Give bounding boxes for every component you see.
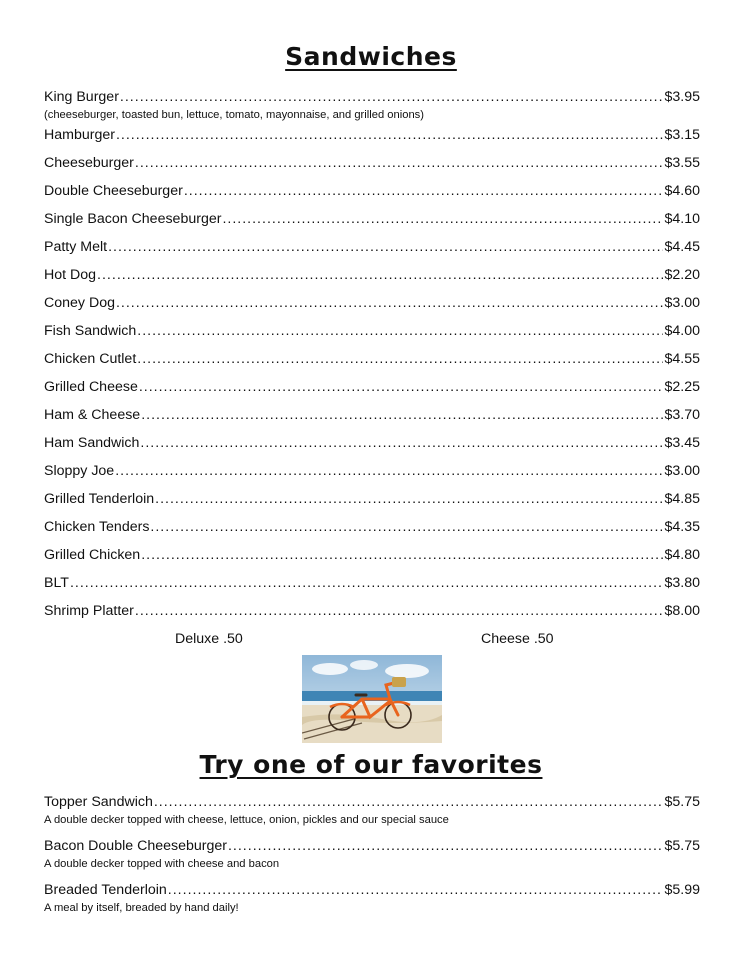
item-name: Chicken Tenders	[44, 519, 150, 535]
item-name: Hamburger	[44, 127, 115, 143]
leader-dots	[116, 126, 664, 144]
item-price: $3.95	[664, 89, 700, 105]
item-name: Chicken Cutlet	[44, 351, 137, 367]
menu-item-fish-sandwich	[44, 322, 700, 340]
menu-item-blt	[44, 574, 700, 592]
item-price: $4.35	[664, 519, 700, 535]
item-price: $4.45	[664, 239, 700, 255]
item-name: King Burger	[44, 89, 119, 105]
item-name: Grilled Tenderloin	[44, 491, 155, 507]
favorites-heading: Try one of our favorites	[199, 750, 543, 779]
item-name: Cheeseburger	[44, 155, 134, 171]
item-name: Ham Sandwich	[44, 435, 140, 451]
item-name: Coney Dog	[44, 295, 115, 311]
menu-item-king-burger	[44, 88, 700, 106]
leader-dots	[155, 490, 663, 508]
item-price: $5.75	[664, 838, 700, 854]
leader-dots	[70, 574, 664, 592]
menu-item-ham-cheese	[44, 406, 700, 424]
leader-dots	[154, 793, 664, 811]
menu-item-cheeseburger	[44, 154, 700, 172]
item-name: Shrimp Platter	[44, 603, 134, 619]
menu-item-grilled-tenderloin	[44, 490, 700, 508]
item-name: Single Bacon Cheeseburger	[44, 211, 222, 227]
menu-item-chicken-tenders	[44, 518, 700, 536]
leader-dots	[120, 88, 664, 106]
leader-dots	[228, 837, 664, 855]
item-name: Sloppy Joe	[44, 463, 115, 479]
menu-item-grilled-chicken	[44, 546, 700, 564]
menu-item-sloppy-joe	[44, 462, 700, 480]
leader-dots	[137, 350, 663, 368]
menu-item-topper-sandwich	[44, 793, 700, 811]
item-price: $3.00	[664, 295, 700, 311]
item-price: $3.15	[664, 127, 700, 143]
leader-dots	[168, 881, 664, 899]
menu-item-chicken-cutlet	[44, 350, 700, 368]
item-price: $5.75	[664, 794, 700, 810]
sandwiches-heading: Sandwiches	[285, 42, 457, 71]
item-name: Bacon Double Cheeseburger	[44, 838, 227, 854]
beach-bicycle-illustration	[302, 655, 442, 743]
menu-item-hot-dog	[44, 266, 700, 284]
leader-dots	[115, 462, 663, 480]
item-price: $2.25	[664, 379, 700, 395]
menu-item-hamburger	[44, 126, 700, 144]
item-price: $4.10	[664, 211, 700, 227]
leader-dots	[108, 238, 663, 256]
leader-dots	[135, 154, 664, 172]
item-price: $3.70	[664, 407, 700, 423]
menu-item-breaded-tenderloin	[44, 881, 700, 899]
item-name: Fish Sandwich	[44, 323, 137, 339]
item-price: $2.20	[664, 267, 700, 283]
leader-dots	[137, 322, 663, 340]
item-price: $3.45	[664, 435, 700, 451]
leader-dots	[141, 546, 663, 564]
leader-dots	[184, 182, 664, 200]
item-price: $4.60	[664, 183, 700, 199]
menu-item-description: (cheeseburger, toasted bun, lettuce, tomato, mayonnaise, and grilled onions)	[44, 109, 424, 121]
menu-item-coney-dog	[44, 294, 700, 312]
item-name: Ham & Cheese	[44, 407, 141, 423]
menu-item-grilled-cheese	[44, 378, 700, 396]
item-name: Topper Sandwich	[44, 794, 153, 810]
item-name: Double Cheeseburger	[44, 183, 183, 199]
item-name: Breaded Tenderloin	[44, 882, 167, 898]
item-name: Grilled Cheese	[44, 379, 138, 395]
menu-item-description: A double decker topped with cheese and bacon	[44, 858, 280, 870]
leader-dots	[139, 378, 664, 396]
item-name: BLT	[44, 575, 69, 591]
item-name: Patty Melt	[44, 239, 108, 255]
item-price: $4.00	[664, 323, 700, 339]
menu-item-shrimp-platter	[44, 602, 700, 620]
item-price: $3.00	[664, 463, 700, 479]
deluxe-upcharge: Deluxe .50	[175, 631, 243, 647]
cheese-upcharge: Cheese .50	[481, 631, 554, 647]
menu-item-description: A double decker topped with cheese, lettuce, onion, pickles and our special sauce	[44, 814, 449, 826]
leader-dots	[135, 602, 664, 620]
menu-item-ham-sandwich	[44, 434, 700, 452]
item-name: Hot Dog	[44, 267, 97, 283]
menu-item-description: A meal by itself, breaded by hand daily!	[44, 902, 239, 914]
item-price: $4.55	[664, 351, 700, 367]
menu-item-bacon-double-cheeseburger	[44, 837, 700, 855]
item-price: $8.00	[664, 603, 700, 619]
item-price: $4.80	[664, 547, 700, 563]
leader-dots	[150, 518, 663, 536]
leader-dots	[140, 434, 663, 452]
leader-dots	[116, 294, 664, 312]
leader-dots	[97, 266, 663, 284]
item-price: $3.80	[664, 575, 700, 591]
menu-item-double-cheeseburger	[44, 182, 700, 200]
menu-item-single-bacon-cheeseburger	[44, 210, 700, 228]
leader-dots	[141, 406, 663, 424]
leader-dots	[222, 210, 663, 228]
item-price: $3.55	[664, 155, 700, 171]
item-name: Grilled Chicken	[44, 547, 141, 563]
item-price: $4.85	[664, 491, 700, 507]
item-price: $5.99	[664, 882, 700, 898]
menu-item-patty-melt	[44, 238, 700, 256]
